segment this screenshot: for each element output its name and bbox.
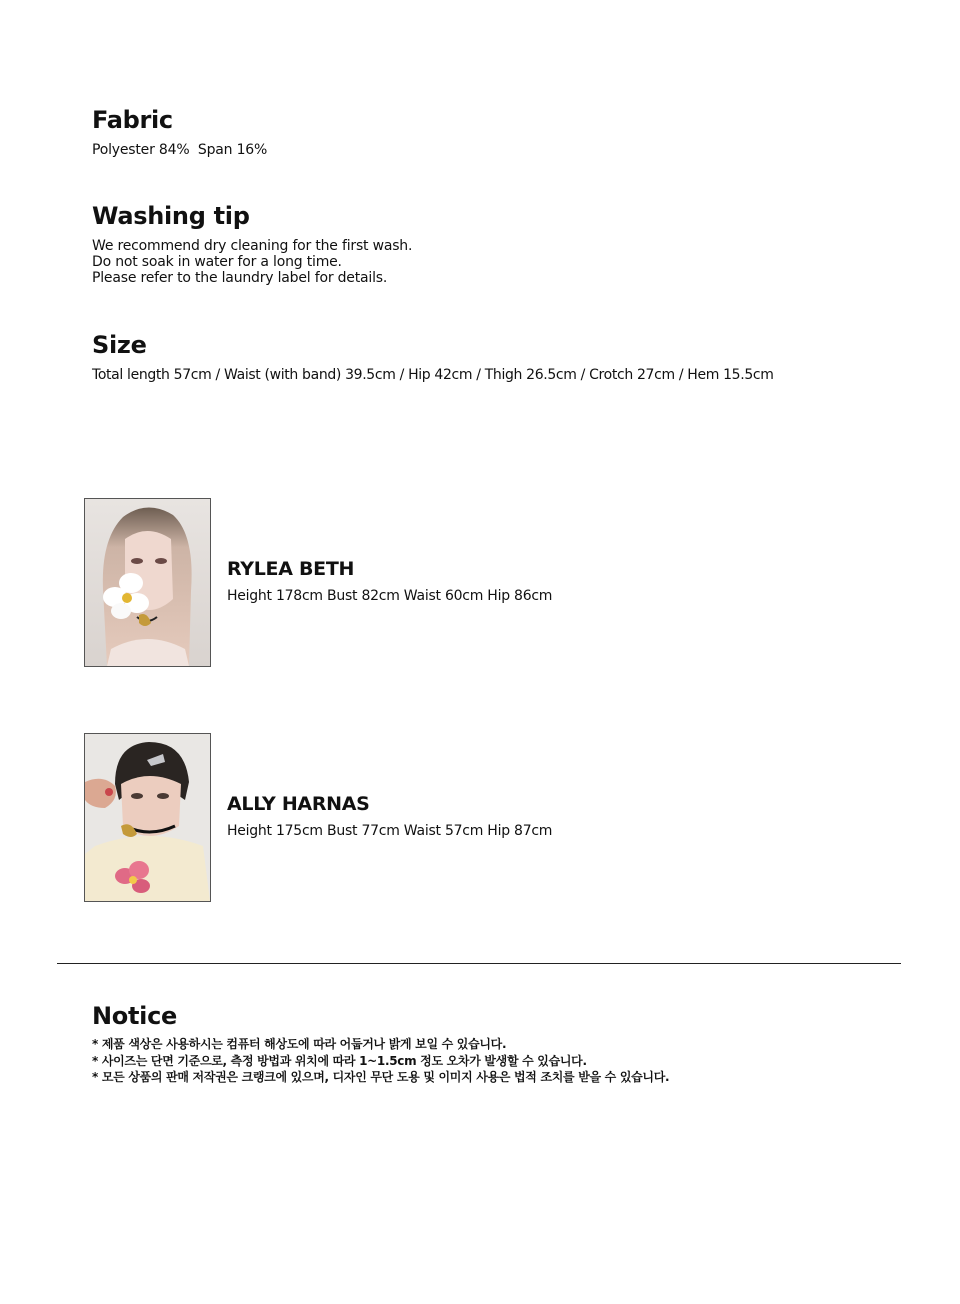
size-measurements: Total length 57cm / Waist (with band) 39.5cm / Hip 42cm / Thigh 26.5cm / Crotch 27cm / Hem 15.5cm [92,367,774,383]
notice-text [92,1036,669,1086]
notice-line: * 제품 색상은 사용하시는 컴퓨터 해상도에 따라 어둡거나 밝게 보일 수 있습니다. [92,1037,507,1051]
model-name: RYLEA BETH [227,558,355,580]
notice-section [92,1002,669,1086]
washing-tip-line: Do not soak in water for a long time. [92,254,342,270]
washing-tip-section [92,202,412,286]
notice-heading: Notice [92,1002,177,1030]
fabric-section [92,106,267,158]
model-measurements: Height 175cm Bust 77cm Waist 57cm Hip 87cm [227,823,553,839]
model-name: ALLY HARNAS [227,793,370,815]
notice-line: * 사이즈는 단면 기준으로, 측정 방법과 위치에 따라 1~1.5cm 정도 오차가 발생할 수 있습니다. [92,1053,587,1068]
model-measurements: Height 178cm Bust 82cm Waist 60cm Hip 86cm [227,588,553,604]
model-photo [84,498,211,667]
model-photo-image [85,499,210,666]
section-divider [57,963,901,964]
washing-tip-line: Please refer to the laundry label for details. [92,270,388,286]
size-heading: Size [92,331,147,359]
washing-tip-line: We recommend dry cleaning for the first wash. [92,238,413,254]
washing-tip-heading: Washing tip [92,202,250,230]
size-section [92,331,774,383]
fabric-heading: Fabric [92,106,173,134]
fabric-composition: Polyester 84% Span 16% [92,142,268,158]
washing-tip-text [92,238,412,286]
model-card [84,498,784,668]
model-card [84,733,784,903]
model-photo [84,733,211,902]
notice-line: * 모든 상품의 판매 저작권은 크랭크에 있으며, 디자인 무단 도용 및 이미지 사용은 법적 조치를 받을 수 있습니다. [92,1070,670,1084]
model-photo-image [85,734,210,901]
